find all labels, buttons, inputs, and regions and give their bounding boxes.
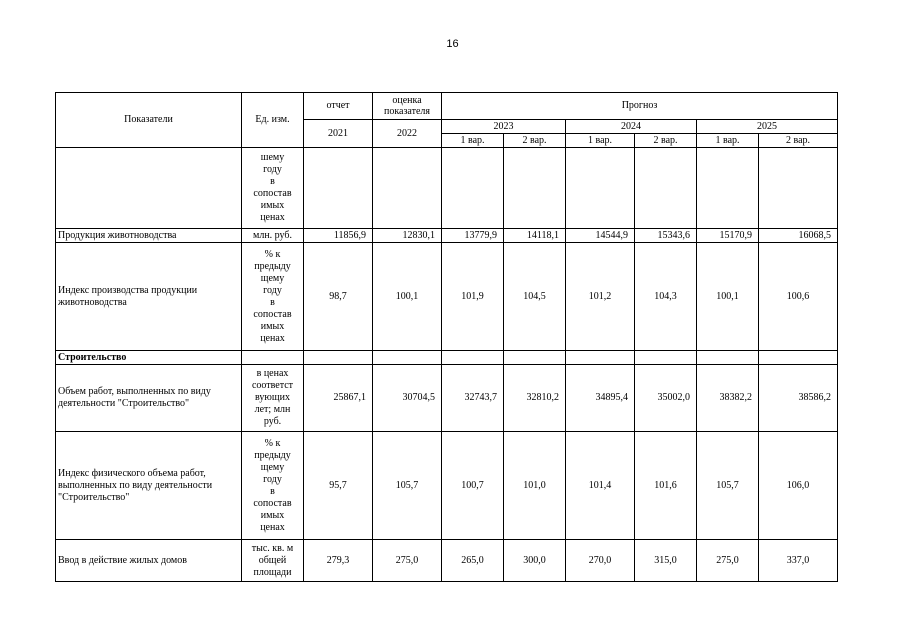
value-cell: 100,6: [759, 243, 838, 351]
section-title: Строительство: [56, 351, 242, 365]
value-cell: 34895,4: [566, 365, 635, 432]
unit-line: сопостав: [253, 308, 292, 320]
value-cell: 98,7: [304, 243, 373, 351]
row-name: Индекс производства продукции животноводства: [56, 243, 242, 351]
unit-line: имых: [260, 200, 285, 211]
header-var2-2024: 2 вар.: [635, 134, 697, 148]
unit-line: в: [270, 296, 275, 308]
value-cell: [504, 351, 566, 365]
unit-line: тыс. кв. м: [251, 542, 294, 554]
unit-line: щему: [260, 272, 285, 284]
value-cell: 35002,0: [635, 365, 697, 432]
row-unit: [242, 148, 304, 229]
unit-line: в ценах: [256, 368, 289, 379]
row-unit: [242, 540, 304, 582]
value-cell: 105,7: [373, 432, 442, 540]
value-cell: 95,7: [304, 432, 373, 540]
header-row-1: [56, 93, 838, 120]
unit-line: в: [270, 176, 275, 187]
value-cell: 100,1: [697, 243, 759, 351]
header-year-2023: 2023: [442, 120, 566, 134]
row-name: Индекс физического объема работ, выполненных по виду деятельности "Строительство": [56, 432, 242, 540]
unit-line: шему: [260, 152, 285, 163]
value-cell: 14118,1: [504, 229, 566, 243]
value-cell: 15343,6: [635, 229, 697, 243]
value-cell: [759, 148, 838, 229]
header-var1-2025: 1 вар.: [697, 134, 759, 148]
table-row: [56, 243, 838, 351]
value-cell: [304, 148, 373, 229]
header-estimate: оценка показателя: [373, 93, 442, 120]
section-row: [56, 351, 838, 365]
value-cell: 25867,1: [304, 365, 373, 432]
row-unit: [242, 432, 304, 540]
value-cell: 15170,9: [697, 229, 759, 243]
unit-line: году: [263, 473, 282, 485]
header-var2-2023: 2 вар.: [504, 134, 566, 148]
table-row: [56, 148, 838, 229]
unit-line: % к: [264, 248, 281, 260]
value-cell: 300,0: [504, 540, 566, 582]
unit-line: млн. руб.: [253, 229, 292, 241]
unit-line: в: [270, 485, 275, 497]
value-cell: [697, 148, 759, 229]
unit-line: общей: [258, 554, 287, 566]
row-unit: [242, 365, 304, 432]
unit-line: вующих: [255, 392, 290, 403]
value-cell: 270,0: [566, 540, 635, 582]
unit-line: щему: [260, 461, 285, 473]
header-unit: Ед. изм.: [242, 93, 304, 148]
unit-line: руб.: [263, 416, 282, 427]
header-var1-2024: 1 вар.: [566, 134, 635, 148]
unit-line: ценах: [260, 521, 285, 533]
unit-line: имых: [260, 320, 285, 332]
value-cell: 104,5: [504, 243, 566, 351]
value-cell: [635, 148, 697, 229]
value-cell: 32743,7: [442, 365, 504, 432]
value-cell: 104,3: [635, 243, 697, 351]
table-row: [56, 540, 838, 582]
table-row: [56, 432, 838, 540]
value-cell: [566, 148, 635, 229]
header-var2-2025: 2 вар.: [759, 134, 838, 148]
value-cell: 12830,1: [373, 229, 442, 243]
value-cell: [304, 351, 373, 365]
value-cell: 100,1: [373, 243, 442, 351]
row-name: Ввод в действие жилых домов: [56, 540, 242, 582]
value-cell: 32810,2: [504, 365, 566, 432]
table-row: [56, 365, 838, 432]
unit-line: предыду: [254, 260, 291, 272]
header-var1-2023: 1 вар.: [442, 134, 504, 148]
value-cell: 30704,5: [373, 365, 442, 432]
unit-line: предыду: [254, 449, 291, 461]
value-cell: 279,3: [304, 540, 373, 582]
value-cell: 11856,9: [304, 229, 373, 243]
unit-line: сопостав: [253, 188, 292, 199]
row-name: [56, 148, 242, 229]
value-cell: 38382,2: [697, 365, 759, 432]
value-cell: 275,0: [373, 540, 442, 582]
row-unit: [242, 229, 304, 243]
value-cell: [442, 351, 504, 365]
value-cell: 101,6: [635, 432, 697, 540]
value-cell: [373, 351, 442, 365]
value-cell: 100,7: [442, 432, 504, 540]
value-cell: 101,2: [566, 243, 635, 351]
value-cell: [697, 351, 759, 365]
page-number: 16: [446, 38, 459, 50]
value-cell: 101,4: [566, 432, 635, 540]
row-name: Продукция животноводства: [56, 229, 242, 243]
unit-line: имых: [260, 509, 285, 521]
value-cell: [373, 148, 442, 229]
value-cell: 101,9: [442, 243, 504, 351]
row-unit: [242, 243, 304, 351]
unit-line: площади: [253, 566, 292, 578]
value-cell: 101,0: [504, 432, 566, 540]
value-cell: 106,0: [759, 432, 838, 540]
row-name: Объем работ, выполненных по виду деятельности "Строительство": [56, 365, 242, 432]
value-cell: 16068,5: [759, 229, 838, 243]
value-cell: 14544,9: [566, 229, 635, 243]
header-year-2024: 2024: [566, 120, 697, 134]
header-forecast: Прогноз: [442, 93, 838, 120]
value-cell: [759, 351, 838, 365]
header-year-2022: 2022: [373, 120, 442, 148]
unit-line: ценах: [260, 212, 285, 223]
value-cell: 275,0: [697, 540, 759, 582]
indicators-table: [55, 92, 838, 582]
row-unit: [242, 351, 304, 365]
value-cell: 38586,2: [759, 365, 838, 432]
value-cell: 315,0: [635, 540, 697, 582]
value-cell: [566, 351, 635, 365]
unit-line: ценах: [260, 332, 285, 344]
value-cell: 105,7: [697, 432, 759, 540]
header-year-2021: 2021: [304, 120, 373, 148]
value-cell: [635, 351, 697, 365]
value-cell: [504, 148, 566, 229]
header-report: отчет: [304, 93, 373, 120]
unit-line: % к: [264, 437, 281, 449]
unit-line: году: [263, 164, 282, 175]
header-indicators: Показатели: [56, 93, 242, 148]
value-cell: [442, 148, 504, 229]
value-cell: 265,0: [442, 540, 504, 582]
table-row: [56, 229, 838, 243]
unit-line: лет; млн: [254, 404, 291, 415]
unit-line: соответст: [251, 380, 294, 391]
value-cell: 337,0: [759, 540, 838, 582]
header-year-2025: 2025: [697, 120, 838, 134]
unit-line: сопостав: [253, 497, 292, 509]
value-cell: 13779,9: [442, 229, 504, 243]
unit-line: году: [263, 284, 282, 296]
